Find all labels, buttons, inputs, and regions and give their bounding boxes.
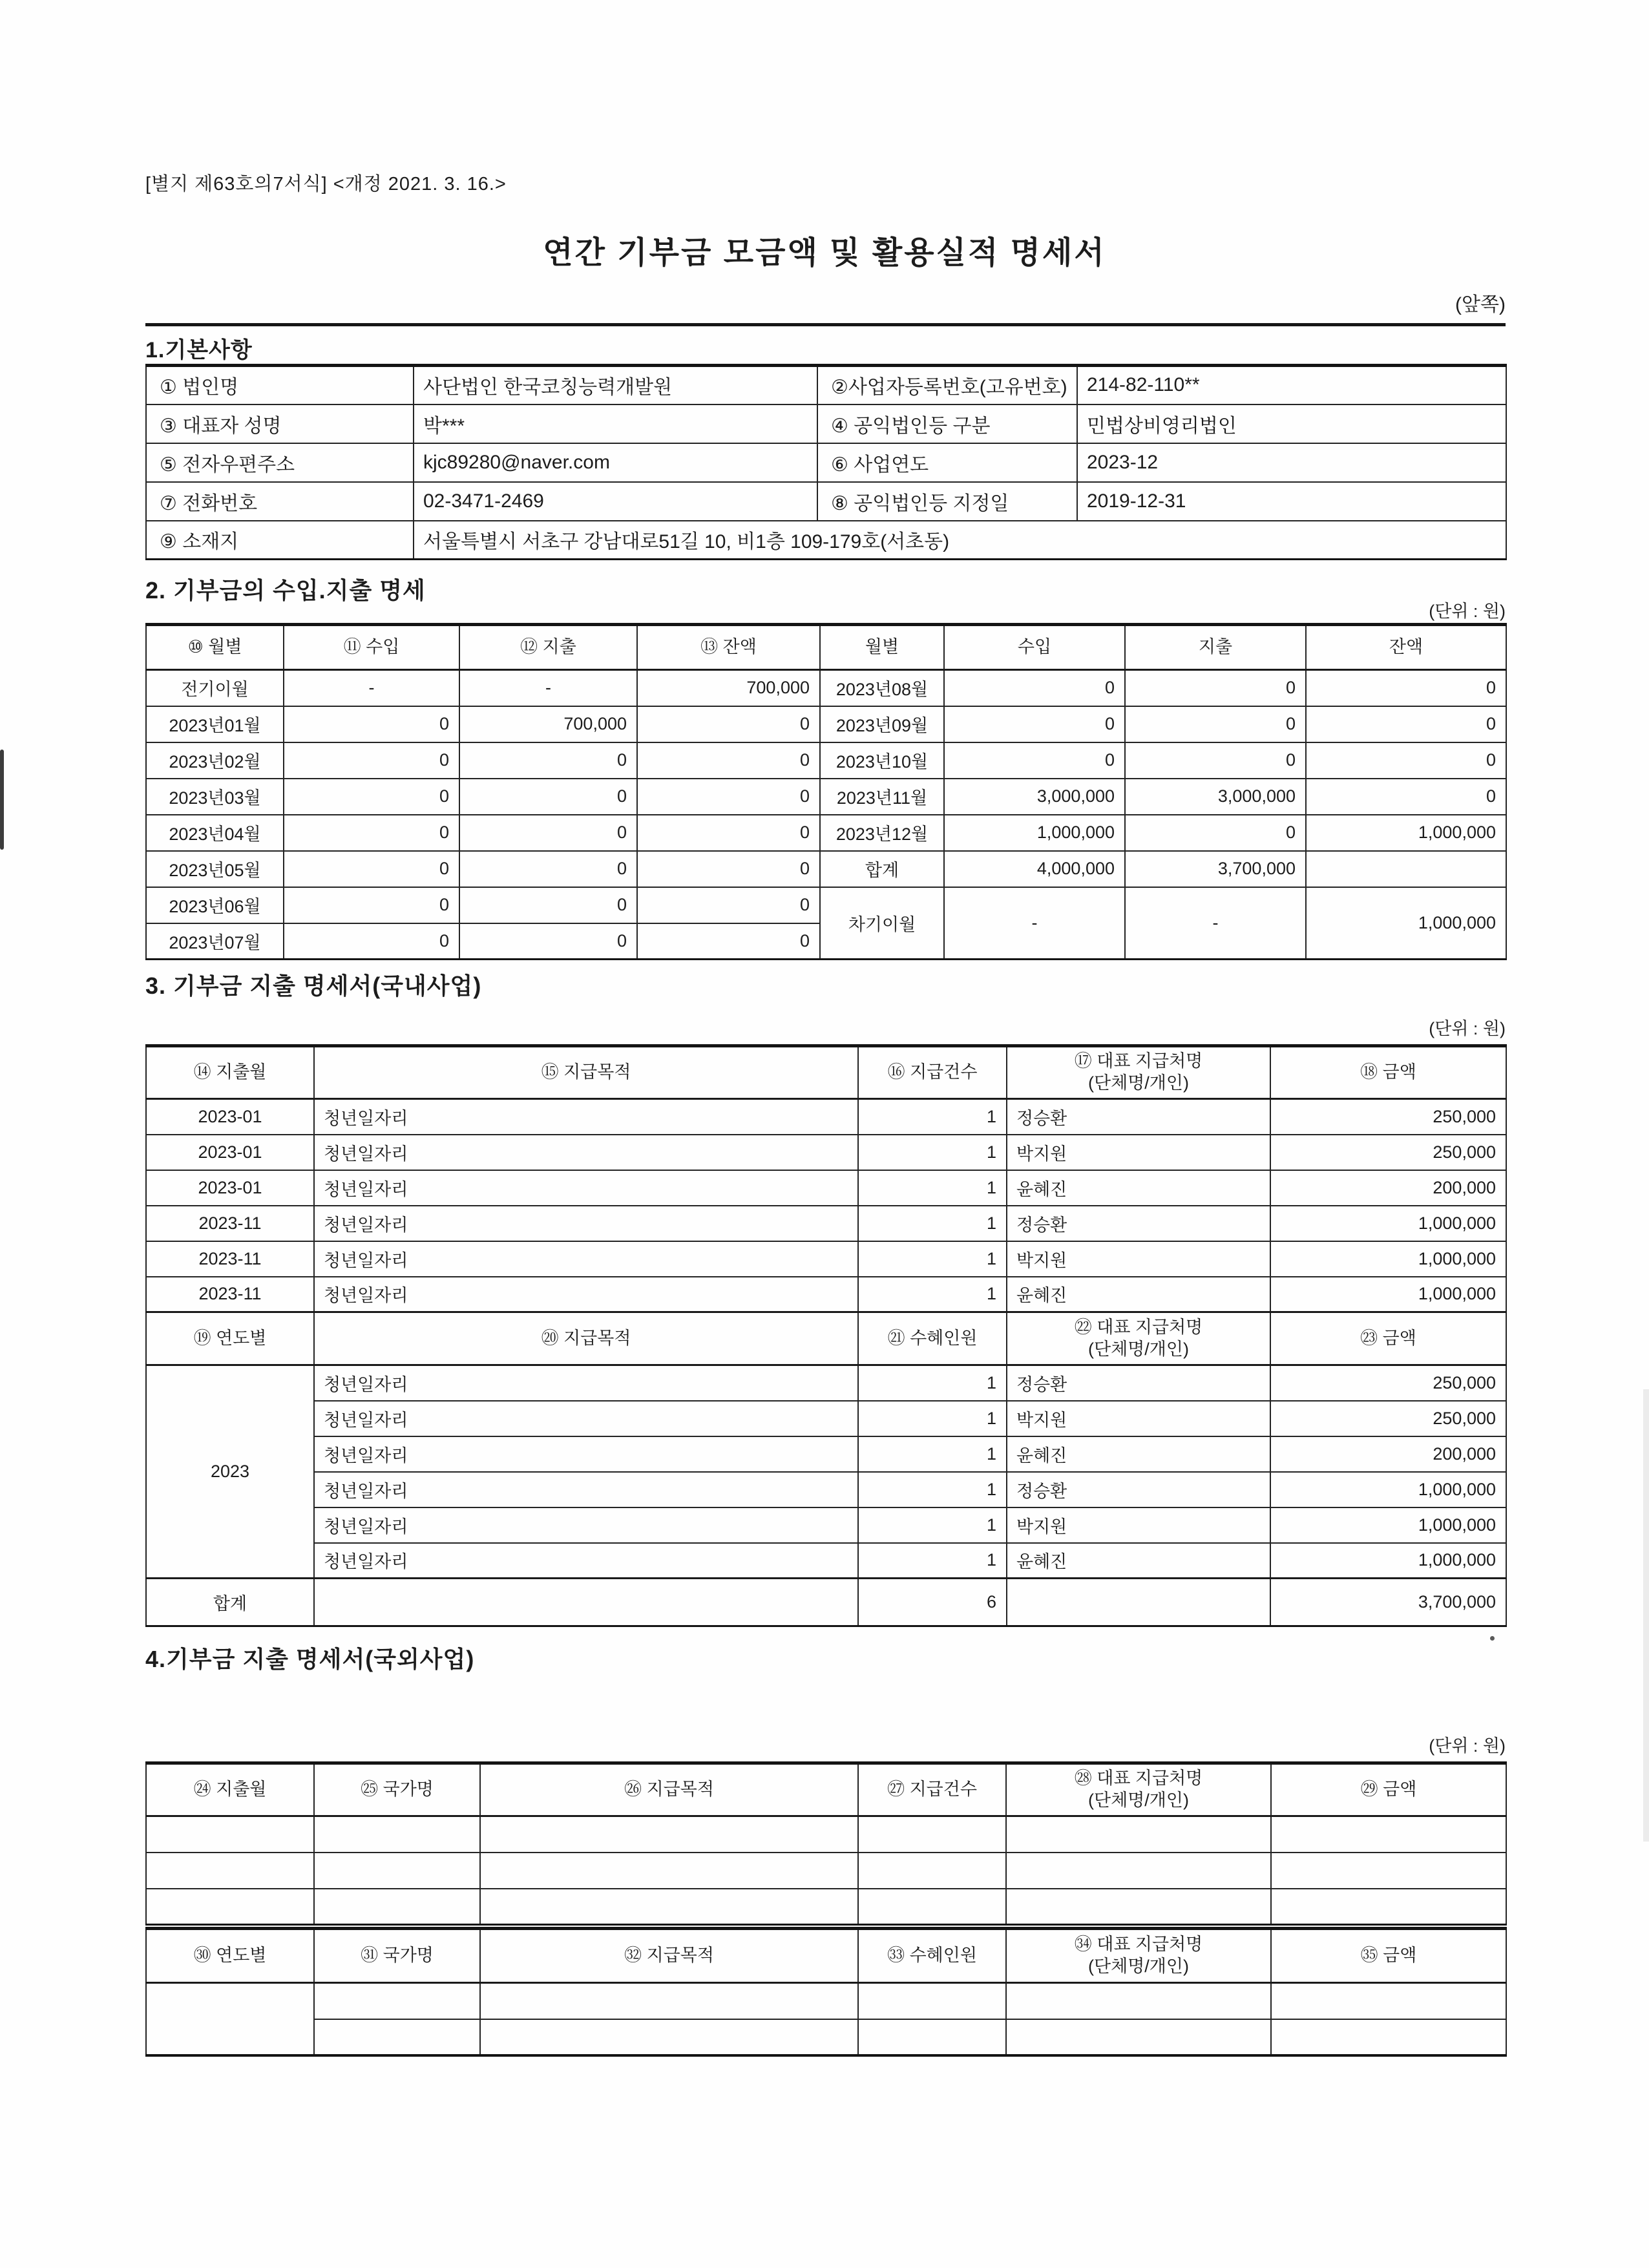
month-cell: 2023-11 — [146, 1277, 314, 1312]
empty-cell — [1271, 1816, 1506, 1853]
column-header: ⑱ 금액 — [1270, 1046, 1506, 1099]
column-header: ⑩ 월별 — [146, 625, 284, 670]
column-header: ㉝ 수혜인원 — [858, 1929, 1006, 1983]
income-cell: 4,000,000 — [944, 851, 1125, 887]
column-header: ⑫ 지출 — [459, 625, 637, 670]
purpose-cell: 청년일자리 — [314, 1472, 858, 1507]
income-expense-table — [145, 623, 1507, 960]
payee-cell: 정승환 — [1007, 1206, 1270, 1241]
expense-cell: 0 — [459, 851, 637, 887]
section3-heading: 3. 기부금 지출 명세서(국내사업) — [145, 972, 482, 999]
purpose-cell: 청년일자리 — [314, 1135, 858, 1170]
table-row — [146, 1365, 1506, 1401]
empty-cell — [1006, 1889, 1271, 1925]
count-cell: 1 — [858, 1507, 1007, 1543]
amount-cell: 3,700,000 — [1270, 1579, 1506, 1626]
payee-cell: 박지원 — [1007, 1241, 1270, 1277]
month-cell: 2023년10월 — [820, 742, 944, 779]
balance-cell: 0 — [637, 923, 820, 960]
purpose-cell: 청년일자리 — [314, 1401, 858, 1436]
column-header: ㉙ 금액 — [1271, 1763, 1506, 1816]
month-cell: 2023년06월 — [146, 887, 284, 923]
purpose-cell: 청년일자리 — [314, 1543, 858, 1579]
table-row — [146, 1401, 1506, 1436]
column-header: ㉗ 지급건수 — [858, 1763, 1006, 1816]
value-cell: 박*** — [414, 404, 817, 443]
label-cell: ⑧ 공익법인등 지정일 — [817, 482, 1077, 521]
table-row — [146, 1983, 1506, 2019]
value-cell: 214-82-110** — [1077, 366, 1506, 404]
month-cell: 2023년11월 — [820, 779, 944, 815]
table-row — [146, 815, 1506, 851]
count-cell: 1 — [858, 1543, 1007, 1579]
purpose-cell: 청년일자리 — [314, 1170, 858, 1206]
scan-artifact — [1490, 1636, 1495, 1641]
empty-cell — [314, 1889, 480, 1925]
column-header: ㉖ 지급목적 — [480, 1763, 858, 1816]
column-header: 수입 — [944, 625, 1125, 670]
empty-cell — [858, 1983, 1006, 2019]
amount-cell: 250,000 — [1270, 1401, 1506, 1436]
empty-cell — [858, 2019, 1006, 2055]
empty-cell — [1006, 1983, 1271, 2019]
section1-heading: 1.기본사항 — [145, 338, 253, 362]
month-cell: 2023-01 — [146, 1170, 314, 1206]
empty-cell — [314, 2019, 480, 2055]
expense-cell: 700,000 — [459, 706, 637, 742]
header-row — [146, 625, 1506, 670]
empty-cell — [480, 1983, 858, 2019]
table-row — [146, 366, 1506, 404]
column-header: 잔액 — [1306, 625, 1506, 670]
payee-cell: 박지원 — [1007, 1401, 1270, 1436]
income-cell: 0 — [944, 742, 1125, 779]
payee-cell: 윤혜진 — [1007, 1277, 1270, 1312]
header-row — [146, 1763, 1506, 1816]
balance-cell: 0 — [1306, 670, 1506, 706]
income-cell: 1,000,000 — [944, 815, 1125, 851]
table-row — [146, 443, 1506, 482]
income-cell: 0 — [284, 923, 459, 960]
empty-cell — [1006, 1853, 1271, 1889]
value-cell: 서울특별시 서초구 강남대로51길 10, 비1층 109-179호(서초동) — [414, 521, 1506, 560]
income-cell: 0 — [284, 851, 459, 887]
payee-cell: 박지원 — [1007, 1507, 1270, 1543]
header-line1: ㉘ 대표 지급처명 — [1074, 1769, 1203, 1789]
label-cell: ⑥ 사업연도 — [817, 443, 1077, 482]
income-cell: 0 — [284, 779, 459, 815]
column-header: 월별 — [820, 625, 944, 670]
header-row — [146, 1929, 1506, 1983]
header-line1: ㉞ 대표 지급처명 — [1074, 1935, 1203, 1955]
table-row — [146, 779, 1506, 815]
table-row — [146, 742, 1506, 779]
column-header: ㉑ 수혜인원 — [858, 1312, 1007, 1365]
amount-cell: 1,000,000 — [1270, 1472, 1506, 1507]
empty-cell — [146, 1853, 314, 1889]
payee-cell: 윤혜진 — [1007, 1436, 1270, 1472]
expense-cell: - — [1125, 887, 1306, 960]
table-row — [146, 1206, 1506, 1241]
amount-cell: 1,000,000 — [1270, 1277, 1506, 1312]
balance-cell: 0 — [1306, 706, 1506, 742]
month-cell: 2023년09월 — [820, 706, 944, 742]
count-cell: 1 — [858, 1365, 1007, 1401]
month-cell: 2023-01 — [146, 1135, 314, 1170]
domestic-expenditure-table — [145, 1044, 1507, 1627]
label-cell: ③ 대표자 성명 — [146, 404, 414, 443]
year-cell: 2023 — [146, 1365, 314, 1579]
table-row — [146, 1277, 1506, 1312]
header-line2: (단체명/개인) — [1088, 1339, 1189, 1359]
header-row — [146, 1312, 1506, 1365]
amount-cell: 250,000 — [1270, 1099, 1506, 1135]
empty-cell — [858, 1816, 1006, 1853]
column-header: ⑪ 수입 — [284, 625, 459, 670]
empty-cell — [1271, 1983, 1506, 2019]
table-row — [146, 404, 1506, 443]
column-header: ㉜ 지급목적 — [480, 1929, 858, 1983]
balance-cell: 0 — [1306, 742, 1506, 779]
expense-cell: 3,000,000 — [1125, 779, 1306, 815]
income-cell: 0 — [944, 670, 1125, 706]
purpose-cell — [314, 1579, 858, 1626]
label-cell: ① 법인명 — [146, 366, 414, 404]
income-cell: - — [944, 887, 1125, 960]
empty-cell — [480, 1889, 858, 1925]
unit-label: (단위 : 원) — [1429, 602, 1506, 621]
amount-cell: 250,000 — [1270, 1365, 1506, 1401]
table-row — [146, 1472, 1506, 1507]
empty-cell — [1271, 1889, 1506, 1925]
expense-cell: 0 — [459, 815, 637, 851]
column-header: ⑲ 연도별 — [146, 1312, 314, 1365]
empty-cell — [858, 1853, 1006, 1889]
purpose-cell: 청년일자리 — [314, 1277, 858, 1312]
empty-cell — [1006, 1816, 1271, 1853]
column-header — [1006, 1763, 1271, 1816]
header-row — [146, 1046, 1506, 1099]
balance-cell — [1306, 851, 1506, 887]
payee-cell: 박지원 — [1007, 1135, 1270, 1170]
count-cell: 1 — [858, 1472, 1007, 1507]
month-cell: 2023년04월 — [146, 815, 284, 851]
empty-cell — [1271, 2019, 1506, 2055]
month-cell: 2023년08월 — [820, 670, 944, 706]
basic-info-table — [145, 364, 1507, 560]
purpose-cell: 청년일자리 — [314, 1206, 858, 1241]
column-header: ㉛ 국가명 — [314, 1929, 480, 1983]
column-header — [1007, 1312, 1270, 1365]
expense-cell: 0 — [1125, 670, 1306, 706]
column-header: ⑳ 지급목적 — [314, 1312, 858, 1365]
month-cell: 2023-01 — [146, 1099, 314, 1135]
payee-cell: 정승환 — [1007, 1099, 1270, 1135]
value-cell: 02-3471-2469 — [414, 482, 817, 521]
table-row — [146, 521, 1506, 560]
empty-cell — [314, 1853, 480, 1889]
total-label-cell: 합계 — [146, 1579, 314, 1626]
label-cell: ⑦ 전화번호 — [146, 482, 414, 521]
balance-cell: 0 — [637, 779, 820, 815]
table-row — [146, 1816, 1506, 1853]
table-row — [146, 1170, 1506, 1206]
label-cell: ④ 공익법인등 구분 — [817, 404, 1077, 443]
expense-cell: 0 — [459, 779, 637, 815]
empty-cell — [314, 1816, 480, 1853]
payee-cell — [1007, 1579, 1270, 1626]
purpose-cell: 청년일자리 — [314, 1436, 858, 1472]
month-cell: 2023년02월 — [146, 742, 284, 779]
carryforward-label-cell: 차기이월 — [820, 887, 944, 960]
scan-artifact — [0, 750, 4, 850]
table-row — [146, 1507, 1506, 1543]
column-header: ㉟ 금액 — [1271, 1929, 1506, 1983]
value-cell: 2023-12 — [1077, 443, 1506, 482]
count-cell: 1 — [858, 1170, 1007, 1206]
income-cell: 0 — [284, 742, 459, 779]
value-cell: 사단법인 한국코칭능력개발원 — [414, 366, 817, 404]
amount-cell: 1,000,000 — [1270, 1241, 1506, 1277]
empty-cell — [480, 1853, 858, 1889]
income-cell: - — [284, 670, 459, 706]
empty-cell — [1006, 2019, 1271, 2055]
balance-cell: 0 — [637, 742, 820, 779]
count-cell: 1 — [858, 1206, 1007, 1241]
table-row — [146, 482, 1506, 521]
section4-heading: 4.기부금 지출 명세서(국외사업) — [145, 1646, 475, 1672]
header-line1: ⑰ 대표 지급처명 — [1074, 1051, 1203, 1071]
column-header: ㉕ 국가명 — [314, 1763, 480, 1816]
scan-artifact — [1643, 1389, 1649, 1842]
empty-cell — [314, 1983, 480, 2019]
empty-cell — [1271, 1853, 1506, 1889]
header-line2: (단체명/개인) — [1088, 1957, 1189, 1976]
empty-cell — [146, 1889, 314, 1925]
table-row — [146, 1436, 1506, 1472]
purpose-cell: 청년일자리 — [314, 1365, 858, 1401]
month-cell: 전기이월 — [146, 670, 284, 706]
balance-cell: 0 — [637, 851, 820, 887]
header-line1: ㉒ 대표 지급처명 — [1074, 1317, 1203, 1337]
income-cell: 0 — [284, 815, 459, 851]
label-cell: ⑤ 전자우편주소 — [146, 443, 414, 482]
empty-cell — [480, 2019, 858, 2055]
count-cell: 6 — [858, 1579, 1007, 1626]
table-row — [146, 1241, 1506, 1277]
count-cell: 1 — [858, 1277, 1007, 1312]
purpose-cell: 청년일자리 — [314, 1241, 858, 1277]
total-row — [146, 1579, 1506, 1626]
income-cell: 0 — [944, 706, 1125, 742]
unit-label: (단위 : 원) — [1429, 1736, 1506, 1756]
month-cell: 2023-11 — [146, 1206, 314, 1241]
balance-cell: 0 — [637, 815, 820, 851]
month-cell: 2023년07월 — [146, 923, 284, 960]
month-cell: 2023년03월 — [146, 779, 284, 815]
table-row — [146, 1135, 1506, 1170]
count-cell: 1 — [858, 1135, 1007, 1170]
amount-cell: 200,000 — [1270, 1436, 1506, 1472]
value-cell: 민법상비영리법인 — [1077, 404, 1506, 443]
column-header: ㉔ 지출월 — [146, 1763, 314, 1816]
amount-cell: 1,000,000 — [1270, 1507, 1506, 1543]
section-divider — [145, 323, 1506, 326]
amount-cell: 1,000,000 — [1270, 1206, 1506, 1241]
overseas-yearly-table — [145, 1927, 1507, 2057]
count-cell: 1 — [858, 1099, 1007, 1135]
form-number: [별지 제63호의7서식] <개정 2021. 3. 16.> — [145, 174, 507, 194]
value-cell: kjc89280@naver.com — [414, 443, 817, 482]
empty-cell — [480, 1816, 858, 1853]
label-cell: ②사업자등록번호(고유번호) — [817, 366, 1077, 404]
amount-cell: 1,000,000 — [1270, 1543, 1506, 1579]
month-cell: 2023-11 — [146, 1241, 314, 1277]
expense-cell: 0 — [1125, 815, 1306, 851]
table-row — [146, 887, 1506, 923]
column-header: 지출 — [1125, 625, 1306, 670]
column-header — [1007, 1046, 1270, 1099]
month-cell: 2023년05월 — [146, 851, 284, 887]
payee-cell: 윤혜진 — [1007, 1543, 1270, 1579]
page-title: 연간 기부금 모금액 및 활용실적 명세서 — [543, 236, 1106, 270]
value-cell: 2019-12-31 — [1077, 482, 1506, 521]
balance-cell: 1,000,000 — [1306, 815, 1506, 851]
income-cell: 0 — [284, 706, 459, 742]
payee-cell: 정승환 — [1007, 1365, 1270, 1401]
payee-cell: 정승환 — [1007, 1472, 1270, 1507]
expense-cell: 0 — [459, 887, 637, 923]
payee-cell: 윤혜진 — [1007, 1170, 1270, 1206]
balance-cell: 0 — [1306, 779, 1506, 815]
balance-cell: 1,000,000 — [1306, 887, 1506, 960]
table-row — [146, 1099, 1506, 1135]
column-header: ⑯ 지급건수 — [858, 1046, 1007, 1099]
expense-cell: - — [459, 670, 637, 706]
income-cell: 0 — [284, 887, 459, 923]
expense-cell: 0 — [459, 742, 637, 779]
label-cell: ⑨ 소재지 — [146, 521, 414, 560]
month-cell: 2023년01월 — [146, 706, 284, 742]
table-row — [146, 1543, 1506, 1579]
column-header: ⑭ 지출월 — [146, 1046, 314, 1099]
column-header: ㉚ 연도별 — [146, 1929, 314, 1983]
table-row — [146, 1853, 1506, 1889]
amount-cell: 200,000 — [1270, 1170, 1506, 1206]
empty-cell — [146, 1816, 314, 1853]
overseas-monthly-table — [145, 1761, 1507, 1926]
income-cell: 3,000,000 — [944, 779, 1125, 815]
page-side-label: (앞쪽) — [1455, 294, 1506, 315]
month-cell: 2023년12월 — [820, 815, 944, 851]
column-header: ㉓ 금액 — [1270, 1312, 1506, 1365]
count-cell: 1 — [858, 1401, 1007, 1436]
header-line2: (단체명/개인) — [1088, 1073, 1189, 1093]
expense-cell: 0 — [459, 923, 637, 960]
count-cell: 1 — [858, 1436, 1007, 1472]
purpose-cell: 청년일자리 — [314, 1507, 858, 1543]
amount-cell: 250,000 — [1270, 1135, 1506, 1170]
balance-cell: 0 — [637, 706, 820, 742]
unit-label: (단위 : 원) — [1429, 1019, 1506, 1038]
table-row — [146, 851, 1506, 887]
column-header: ⑬ 잔액 — [637, 625, 820, 670]
table-row — [146, 670, 1506, 706]
purpose-cell: 청년일자리 — [314, 1099, 858, 1135]
column-header: ⑮ 지급목적 — [314, 1046, 858, 1099]
count-cell: 1 — [858, 1241, 1007, 1277]
section2-heading: 2. 기부금의 수입.지출 명세 — [145, 577, 426, 604]
total-label-cell: 합계 — [820, 851, 944, 887]
expense-cell: 0 — [1125, 742, 1306, 779]
header-line2: (단체명/개인) — [1088, 1790, 1189, 1810]
table-row — [146, 2019, 1506, 2055]
expense-cell: 0 — [1125, 706, 1306, 742]
empty-cell — [858, 1889, 1006, 1925]
table-row — [146, 1889, 1506, 1925]
balance-cell: 700,000 — [637, 670, 820, 706]
table-row — [146, 706, 1506, 742]
column-header — [1006, 1929, 1271, 1983]
balance-cell: 0 — [637, 887, 820, 923]
expense-cell: 3,700,000 — [1125, 851, 1306, 887]
year-cell — [146, 1983, 314, 2055]
